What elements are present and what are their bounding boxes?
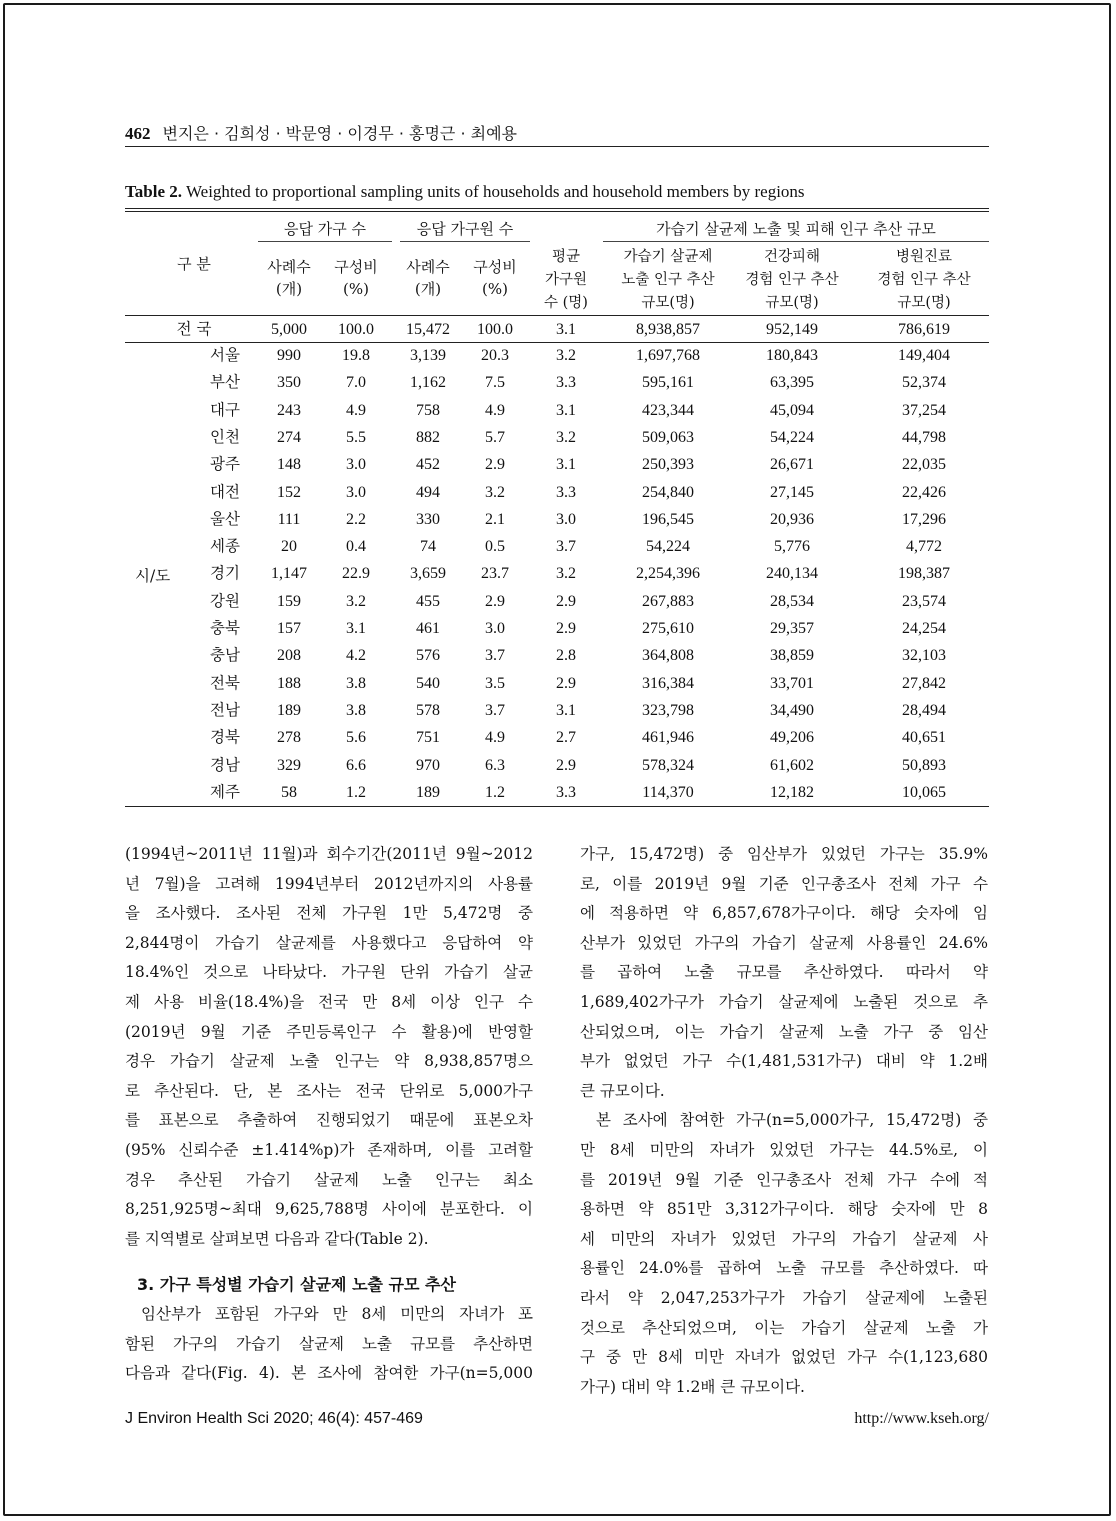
text-line: 용률인 24.0%를 곱하여 노출 규모를 추산하였다. 따 — [580, 1259, 988, 1278]
table-cell: 3.3 — [556, 783, 576, 801]
table-cell: 2.9 — [485, 456, 505, 474]
table-cell: 44,798 — [902, 428, 946, 446]
group-header-members: 응답 가구원 수 — [416, 220, 514, 238]
table-cell: 3.0 — [485, 620, 505, 637]
region-name: 경기 — [210, 564, 240, 583]
table-cell: 20.3 — [481, 347, 509, 364]
table-cell: 100.0 — [477, 321, 513, 338]
column-header-line: (개) — [414, 280, 442, 298]
section-spacer — [125, 1254, 533, 1270]
table-cell: 786,619 — [898, 321, 950, 338]
text-line: 부가 없었던 가구 수(1,481,531가구) 대비 약 1.2배 — [580, 1052, 988, 1071]
table-cell: 49,206 — [770, 729, 814, 747]
page-number: 462 — [125, 124, 151, 143]
table-cell: 267,883 — [642, 592, 694, 610]
table-cell: 452 — [416, 456, 440, 474]
table-cell: 3.1 — [556, 701, 576, 719]
table-cell: 20,936 — [770, 510, 814, 528]
text-line: 세 미만의 자녀가 있었던 가구의 가습기 살균제 사 — [580, 1229, 988, 1248]
column-header-6 — [594, 246, 742, 315]
text-line: 가구, 15,472명) 중 임산부가 있었던 가구는 35.9% — [580, 845, 988, 863]
table-cell: 63,395 — [770, 374, 814, 392]
table-cell: 189 — [416, 783, 440, 801]
text-line: 경우 가습기 살균제 노출 인구는 약 8,938,857명으 — [125, 1052, 533, 1071]
group-header-households: 응답 가구 수 — [284, 220, 366, 238]
column-header-line: (%) — [482, 280, 508, 298]
table-cell: 323,798 — [642, 701, 694, 719]
table-bottom-rule — [125, 806, 989, 807]
column-header-line: 수 (명) — [544, 295, 588, 311]
column-header-2 — [323, 256, 389, 300]
table-cell: 149,404 — [898, 347, 950, 364]
table-cell: 188 — [277, 674, 301, 692]
table-cell: 316,384 — [642, 674, 694, 692]
text-line: 2,844명이 가습기 살균제를 사용했다고 응답하여 약 — [125, 933, 533, 952]
table-cell: 240,134 — [766, 565, 818, 583]
column-header-line: 규모(명) — [765, 295, 819, 311]
table-cell: 7.0 — [346, 374, 366, 392]
table-cell: 278 — [277, 729, 301, 747]
table-cell: 3.2 — [485, 483, 505, 501]
column-header-line: 규모(명) — [641, 295, 695, 311]
table-cell: 3,659 — [410, 565, 446, 583]
table-row — [125, 397, 989, 424]
table-cell: 3.2 — [556, 428, 576, 446]
table-cell: 254,840 — [642, 483, 694, 501]
table-cell: 2.9 — [556, 674, 576, 692]
region-name: 대구 — [210, 400, 240, 419]
table-cell: 3.8 — [346, 701, 366, 719]
table-cell: 29,357 — [770, 620, 814, 637]
table-cell: 28,494 — [902, 701, 946, 719]
table-cell: 595,161 — [642, 374, 694, 392]
table-cell: 3.2 — [346, 592, 366, 610]
column-header-line: 평균 — [551, 249, 580, 265]
column-header-line: 사례수 — [406, 258, 450, 276]
column-header-line: 가습기 살균제 — [623, 249, 713, 265]
group-header-exposure: 가습기 살균제 노출 및 피해 인구 추산 규모 — [656, 220, 936, 238]
region-name: 전북 — [210, 673, 240, 692]
table-cell: 3.3 — [556, 483, 576, 501]
table-row — [125, 724, 989, 751]
table-cell: 751 — [416, 729, 440, 747]
table-row — [125, 615, 989, 642]
table-cell: 461,946 — [642, 729, 694, 747]
column-header-5 — [533, 246, 599, 315]
column-header-line: (개) — [275, 280, 303, 298]
text-line: 라서 약 2,047,253가구가 가습기 살균제에 노출된 — [580, 1288, 988, 1307]
stub-header: 구 분 — [177, 255, 211, 273]
table-cell: 3.5 — [485, 674, 505, 692]
table-cell: 6.3 — [485, 756, 505, 774]
region-name: 울산 — [210, 509, 240, 528]
text-line: 구 중 만 8세 미만 자녀가 없었던 가구 수(1,123,680 — [580, 1348, 988, 1367]
text-line: 1,689,402가구가 가습기 살균제에 노출된 것으로 추 — [580, 992, 988, 1011]
text-line: 산되었으며, 이는 가습기 살균제 노출 가구 중 임산 — [580, 1022, 988, 1041]
table-cell: 4,772 — [906, 538, 942, 556]
table-cell: 189 — [277, 701, 301, 719]
table-cell: 10,065 — [902, 783, 946, 801]
text-line: (95% 신뢰수준 ±1.414%p)가 존재하며, 이를 고려할 — [125, 1140, 533, 1159]
table-cell: 180,843 — [766, 347, 818, 364]
table-cell: 196,545 — [642, 510, 694, 528]
region-name: 서울 — [210, 346, 240, 364]
table-cell: 423,344 — [642, 401, 694, 419]
table-cell: 54,224 — [646, 538, 690, 556]
table-cell: 350 — [277, 374, 301, 392]
author-list: 변지은 · 김희성 · 박문영 · 이경무 · 홍명근 · 최예용 — [162, 124, 517, 143]
column-header-line: 경험 인구 추산 — [745, 272, 839, 288]
table-row — [125, 451, 989, 478]
table-cell: 2.9 — [556, 620, 576, 637]
table-cell: 4.9 — [485, 729, 505, 747]
region-group-label: 시/도 — [135, 567, 171, 585]
text-line: 로 추산된다. 단, 본 조사는 전국 단위로 5,000가구 — [125, 1081, 533, 1100]
column-header-line: 사례수 — [267, 258, 311, 276]
table-row — [125, 588, 989, 615]
table-cell: 2.7 — [556, 729, 576, 747]
table-cell: 208 — [277, 647, 301, 665]
group-underline-exposure — [603, 241, 989, 242]
text-line: 년 7월)을 고려해 1994년부터 2012년까지의 사용률 — [125, 874, 533, 893]
table-cell: 12,182 — [770, 783, 814, 801]
footer-url: http://www.kseh.org/ — [854, 1410, 989, 1427]
table-row — [125, 479, 989, 506]
table-row — [125, 506, 989, 533]
right-column — [580, 840, 988, 1402]
region-name: 강원 — [210, 591, 240, 610]
table-cell: 330 — [416, 510, 440, 528]
table-cell: 4.9 — [485, 401, 505, 419]
table-cell: 274 — [277, 428, 301, 446]
table-cell: 4.9 — [346, 401, 366, 419]
group-underline-members — [400, 241, 530, 242]
table-cell: 5.6 — [346, 729, 366, 747]
column-header-4 — [462, 256, 528, 300]
region-name: 경남 — [210, 755, 240, 774]
text-line: 본 조사에 참여한 가구(n=5,000가구, 15,472명) 중 — [596, 1111, 988, 1130]
region-name: 부산 — [210, 373, 240, 392]
column-header-7 — [722, 246, 862, 315]
table-cell: 509,063 — [642, 428, 694, 446]
column-header-1 — [249, 256, 329, 300]
table-cell: 1.2 — [346, 783, 366, 801]
text-line: 에 적용하면 약 6,857,678가구이다. 해당 숫자에 임 — [580, 904, 988, 923]
column-header-3 — [388, 256, 468, 300]
table-cell: 243 — [277, 401, 301, 419]
region-name: 세종 — [210, 537, 240, 556]
table-cell: 0.4 — [346, 538, 366, 556]
table-cell: 882 — [416, 428, 440, 446]
text-line: 산부가 있었던 가구의 가습기 살균제 사용률인 24.6% — [580, 933, 988, 952]
table-cell: 198,387 — [898, 565, 950, 583]
table-cell: 4.2 — [346, 647, 366, 665]
table-row — [125, 342, 989, 369]
table-cell: 1.2 — [485, 783, 505, 801]
text-line: 다음과 같다(Fig. 4). 본 조사에 참여한 가구(n=5,000 — [125, 1364, 533, 1383]
table-cell: 33,701 — [770, 674, 814, 692]
table-row — [125, 533, 989, 560]
table-top-rule — [125, 208, 989, 209]
region-name: 인천 — [210, 427, 240, 446]
table-cell: 540 — [416, 674, 440, 692]
region-name: 광주 — [210, 455, 240, 474]
table-cell: 22,035 — [902, 456, 946, 474]
table-cell: 2.8 — [556, 647, 576, 665]
text-line: 만 8세 미만의 자녀가 있었던 가구는 44.5%로, 이 — [580, 1140, 988, 1159]
text-line: 함된 가구의 가습기 살균제 노출 규모를 추산하면 — [125, 1334, 533, 1353]
region-name: 경북 — [210, 728, 240, 747]
table-cell: 58 — [281, 783, 297, 801]
table-cell: 7.5 — [485, 374, 505, 392]
table-cell: 2.9 — [556, 756, 576, 774]
text-line: (1994년~2011년 11월)과 회수기간(2011년 9월~2012 — [125, 845, 533, 863]
text-line: 용하면 약 851만 3,312가구이다. 해당 숫자에 만 8 — [580, 1200, 988, 1219]
table-row — [125, 369, 989, 396]
text-line: 경우 추산된 가습기 살균제 노출 인구는 최소 — [125, 1170, 533, 1189]
running-header — [125, 121, 989, 147]
table-cell: 576 — [416, 647, 440, 665]
table-cell: 2.9 — [556, 592, 576, 610]
header-rule — [125, 146, 989, 147]
table-row — [125, 779, 989, 806]
table-cell: 37,254 — [902, 401, 946, 419]
table-cell: 45,094 — [770, 401, 814, 419]
text-line: 임산부가 포함된 가구와 만 8세 미만의 자녀가 포 — [141, 1304, 533, 1323]
column-header-line: 구성비 — [473, 258, 517, 276]
column-header-line: 가구원 — [544, 272, 588, 288]
table-cell: 152 — [277, 483, 301, 501]
table-cell: 1,147 — [271, 565, 307, 583]
table-cell: 3.2 — [556, 565, 576, 583]
table-cell: 114,370 — [642, 783, 694, 801]
text-line: 가구) 대비 약 1.2배 큰 규모이다. — [580, 1377, 805, 1396]
table-cell: 23,574 — [902, 592, 946, 610]
table-cell: 329 — [277, 756, 301, 774]
table-cell: 758 — [416, 401, 440, 419]
table-cell: 61,602 — [770, 756, 814, 774]
table-cell: 250,393 — [642, 456, 694, 474]
table-row — [125, 697, 989, 724]
column-header-line: 건강피해 — [763, 249, 821, 265]
table-cell: 461 — [416, 620, 440, 637]
table-cell: 8,938,857 — [636, 321, 700, 338]
table-cell: 38,859 — [770, 647, 814, 665]
text-line: 제 사용 비율(18.4%)을 전국 만 8세 이상 인구 수 — [125, 992, 533, 1011]
table-cell: 970 — [416, 756, 440, 774]
text-line: 를 2019년 9월 기준 인구총조사 전체 가구 수에 적 — [580, 1170, 988, 1189]
column-header-line: 경험 인구 추산 — [877, 272, 971, 288]
table-cell: 3.8 — [346, 674, 366, 692]
table-cell: 3.0 — [346, 456, 366, 474]
table-cell: 3.3 — [556, 374, 576, 392]
table-cell: 3.1 — [556, 401, 576, 419]
table-cell: 455 — [416, 592, 440, 610]
table-top-rule-2 — [125, 211, 989, 212]
table-cell: 3,139 — [410, 347, 446, 364]
text-line: 를 곱하여 노출 규모를 추산하였다. 따라서 약 — [580, 963, 988, 982]
table-cell: 1,162 — [410, 374, 446, 392]
table-cell: 5.5 — [346, 428, 366, 446]
column-header-8 — [851, 246, 997, 315]
table-cell: 3.1 — [346, 620, 366, 637]
table-cell: 54,224 — [770, 428, 814, 446]
table-cell: 159 — [277, 592, 301, 610]
region-name: 제주 — [210, 782, 240, 801]
table-row — [125, 424, 989, 451]
table-row — [125, 752, 989, 779]
table-cell: 26,671 — [770, 456, 814, 474]
table-cell: 100.0 — [338, 321, 374, 338]
table-cell: 578,324 — [642, 756, 694, 774]
text-line: 를 표본으로 추출하여 진행되었기 때문에 표본오차 — [125, 1111, 533, 1130]
table-cell: 28,534 — [770, 592, 814, 610]
table-cell: 2.9 — [485, 592, 505, 610]
section-title: 3. 가구 특성별 가습기 살균제 노출 규모 추산 — [137, 1275, 456, 1295]
table-cell: 2.2 — [346, 510, 366, 528]
region-name: 대전 — [210, 482, 240, 501]
column-header-line: 규모(명) — [897, 295, 951, 311]
table-cell: 23.7 — [481, 565, 509, 583]
table-cell: 2,254,396 — [636, 565, 700, 583]
table-cell: 40,651 — [902, 729, 946, 747]
table-cell: 19.8 — [342, 347, 370, 364]
table-cell: 20 — [281, 538, 297, 556]
text-line: 로, 이를 2019년 9월 기준 인구총조사 전체 가구 수 — [580, 874, 988, 893]
region-name: 충남 — [210, 646, 240, 665]
table-cell: 148 — [277, 456, 301, 474]
table-cell: 52,374 — [902, 374, 946, 392]
table-cell: 1,697,768 — [636, 347, 700, 364]
table-cell: 15,472 — [406, 321, 450, 338]
table-cell: 3.7 — [485, 701, 505, 719]
region-name: 충북 — [210, 619, 240, 637]
table-cell: 157 — [277, 620, 301, 637]
column-header-line: 구성비 — [334, 258, 378, 276]
table-cell: 3.7 — [556, 538, 576, 556]
table-cell: 364,808 — [642, 647, 694, 665]
table-row — [125, 670, 989, 697]
table-cell: 74 — [420, 538, 436, 556]
text-line: 을 조사했다. 조사된 전체 가구원 1만 5,472명 중 — [125, 904, 533, 923]
table-caption — [125, 182, 989, 202]
table-row — [125, 560, 989, 587]
table-cell: 5,776 — [774, 538, 810, 556]
table-cell: 3.2 — [556, 347, 576, 364]
table-cell: 6.6 — [346, 756, 366, 774]
column-header-line: (%) — [343, 280, 369, 298]
table-cell: 3.1 — [556, 456, 576, 474]
table-cell: 0.5 — [485, 538, 505, 556]
table-cell: 34,490 — [770, 701, 814, 719]
table-caption-label: Table 2. — [125, 182, 183, 201]
table-cell: 22.9 — [342, 565, 370, 583]
table-cell: 22,426 — [902, 483, 946, 501]
column-header-line: 노출 인구 추산 — [621, 272, 715, 288]
table-cell: 50,893 — [902, 756, 946, 774]
table-cell: 24,254 — [902, 620, 946, 637]
text-line: (2019년 9월 기준 주민등록인구 수 활용)에 반영할 — [125, 1022, 533, 1041]
region-name: 전남 — [210, 700, 240, 719]
table-cell: 5.7 — [485, 428, 505, 446]
text-line: 8,251,925명~최대 9,625,788명 사이에 분포한다. 이 — [125, 1200, 533, 1219]
table-cell: 494 — [416, 483, 440, 501]
table-cell: 3.0 — [346, 483, 366, 501]
table-cell: 2.1 — [485, 510, 505, 528]
table-cell: 27,145 — [770, 483, 814, 501]
table-cell: 27,842 — [902, 674, 946, 692]
table-cell: 3.7 — [485, 647, 505, 665]
table-row — [125, 642, 989, 669]
table-cell: 578 — [416, 701, 440, 719]
text-line: 를 지역별로 살펴보면 다음과 같다(Table 2). — [125, 1229, 429, 1248]
table-cell: 952,149 — [766, 321, 818, 338]
total-label: 전 국 — [176, 320, 212, 338]
footer-journal: J Environ Health Sci 2020; 46(4): 457-469 — [125, 1410, 423, 1427]
table-cell: 275,610 — [642, 620, 694, 637]
text-line: 것으로 추산되었으며, 이는 가습기 살균제 노출 가 — [580, 1318, 988, 1337]
table-caption-text: Weighted to proportional sampling units of households and household members by regions — [185, 182, 805, 201]
table-cell: 5,000 — [271, 321, 307, 338]
table-cell: 990 — [277, 347, 301, 364]
table-cell: 32,103 — [902, 647, 946, 665]
table-cell: 17,296 — [902, 510, 946, 528]
column-header-line: 병원진료 — [895, 249, 953, 265]
text-line: 18.4%인 것으로 나타났다. 가구원 단위 가습기 살균 — [125, 963, 533, 982]
table-cell: 3.0 — [556, 510, 576, 528]
table-row-total — [125, 316, 989, 343]
group-underline-households — [258, 241, 392, 242]
left-column — [125, 840, 533, 1389]
text-line: 큰 규모이다. — [580, 1081, 665, 1100]
table-cell: 111 — [277, 510, 301, 528]
table-cell: 3.1 — [556, 321, 576, 338]
